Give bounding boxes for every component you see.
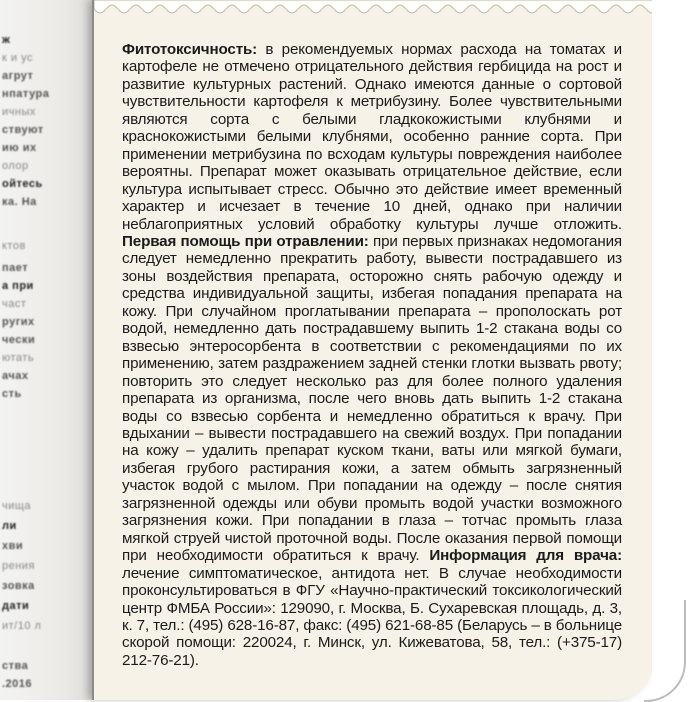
adjacent-text-fragment: агрут (2, 70, 34, 82)
adjacent-text-fragment: ка. На (2, 196, 37, 208)
adjacent-label-fragment (0, 0, 92, 700)
adjacent-text-fragment: ит/10 л (2, 620, 42, 632)
adjacent-text-fragment: к и ус (2, 52, 33, 64)
adjacent-text-fragment: чища (2, 500, 32, 512)
adjacent-text-fragment: ствуют (2, 124, 44, 136)
label-text-block (122, 41, 622, 669)
page-margin (652, 0, 700, 700)
section-title-first-aid: Первая помощь при отравлении: (122, 232, 369, 250)
section-text-doctor-info: лечение симптоматическое, антидота нет. В случае необходимости проконсультироваться в ФГУ «Научно-практический токсикологический центр ФМБА России»: 129090, г. Москва, Б. Сухаревская площадь, д. 3, к. 7, тел.: (495) 628-16-87, факс: (495) 621-68-85 (Беларусь – в больнице скорой помощи: 220024, г. Минск, ул. Кижеватова, 58, тел.: (+375-17) 212-76-21). (122, 564, 622, 669)
wavy-top-edge (94, 0, 654, 30)
section-title-doctor-info: Информация для врача: (429, 547, 622, 565)
adjacent-text-fragment: дати (2, 600, 30, 612)
adjacent-text-fragment: ругих (2, 316, 35, 328)
adjacent-text-fragment: .2016 (2, 678, 33, 690)
instruction-label (92, 0, 654, 700)
adjacent-text-fragment: нпатура (2, 88, 50, 100)
adjacent-text-fragment: ктов (2, 240, 26, 252)
adjacent-text-fragment: ию их (2, 142, 37, 154)
section-text-first-aid: при первых признаках недомогания следует немедленно прекратить работу, вывести пострадавшего из зоны воздействия препарата, осторожно снять рабочую одежду и средства индивидуальной защиты, избегая попадания препарата на кожу. При случайном проглатывании препарата – прополоскать рот водой, немедленно дать пострадавшему выпить 1-2 стакана воды со взвесью энтеросорбента в соответствии с рекомендациями по их применению, затем раздражением задней стенки глотки вызвать рвоту; повторить это следует несколько раз для более полного удаления препарата из организма, после чего вновь дать выпить 1-2 стакана воды со взвесью сорбента и немедленно обратиться к врачу. При вдыхании – вывести пострадавшего на свежий воздух. При попадании на кожу – удалить препарат куском ткани, ваты или мягкой бумаги, избегая грубого растирания кожи, а затем обмыть загрязненный участок водой с мылом. При попадании на одежду – после снятия загрязненной одежды или обуви промыть водой участки возможного загрязнения кожи. При попадании в глаза – тотчас промыть глаза мягкой струей чистой проточной воды. После оказания первой помощи при необходимости обратиться к врачу. (122, 232, 622, 565)
adjacent-text-fragment: пает (2, 262, 29, 274)
adjacent-text-fragment: ачах (2, 370, 29, 382)
adjacent-text-fragment: ли (2, 520, 17, 532)
adjacent-text-fragment: ютать (2, 352, 35, 364)
adjacent-text-fragment: зовка (2, 580, 35, 592)
adjacent-text-fragment: ж (2, 34, 11, 46)
adjacent-text-fragment: част (2, 298, 27, 310)
adjacent-text-fragment: а при (2, 280, 34, 292)
adjacent-text-fragment: олор (2, 160, 29, 172)
section-title-phytotoxicity: Фитотоксичность: (122, 41, 258, 58)
adjacent-text-fragment: ичных (2, 106, 36, 118)
adjacent-text-fragment: чески (2, 334, 36, 346)
label-rounded-corner (644, 600, 686, 702)
adjacent-text-fragment: сть (2, 388, 22, 400)
adjacent-text-fragment: ства (2, 660, 29, 672)
adjacent-text-fragment: ойтесь (2, 178, 43, 190)
adjacent-text-fragment: хви (2, 540, 24, 552)
adjacent-text-fragment: рения (2, 560, 35, 572)
section-text-phytotoxicity: в рекомендуемых нормах расхода на томатах и картофеле не отмечено отрицательного действия гербицида на рост и развитие культурных растений. Однако имеются данные о сортовой чувствительности картофеля к метрибузину. Более чувствительными являются сорта с белыми гладкокожистыми клубнями и краснокожистыми белыми клубнями, особенно ранние сорта. При применении метрибузина по всходам культуры повреждения наиболее вероятны. Препарат может оказывать отрицательное действие, если культура испытывает стресс. Обычно это действие имеет временный характер и исчезает в течение 10 дней, однако при наличии неблагоприятных условий обработку культуры лучше отложить. (122, 41, 622, 233)
